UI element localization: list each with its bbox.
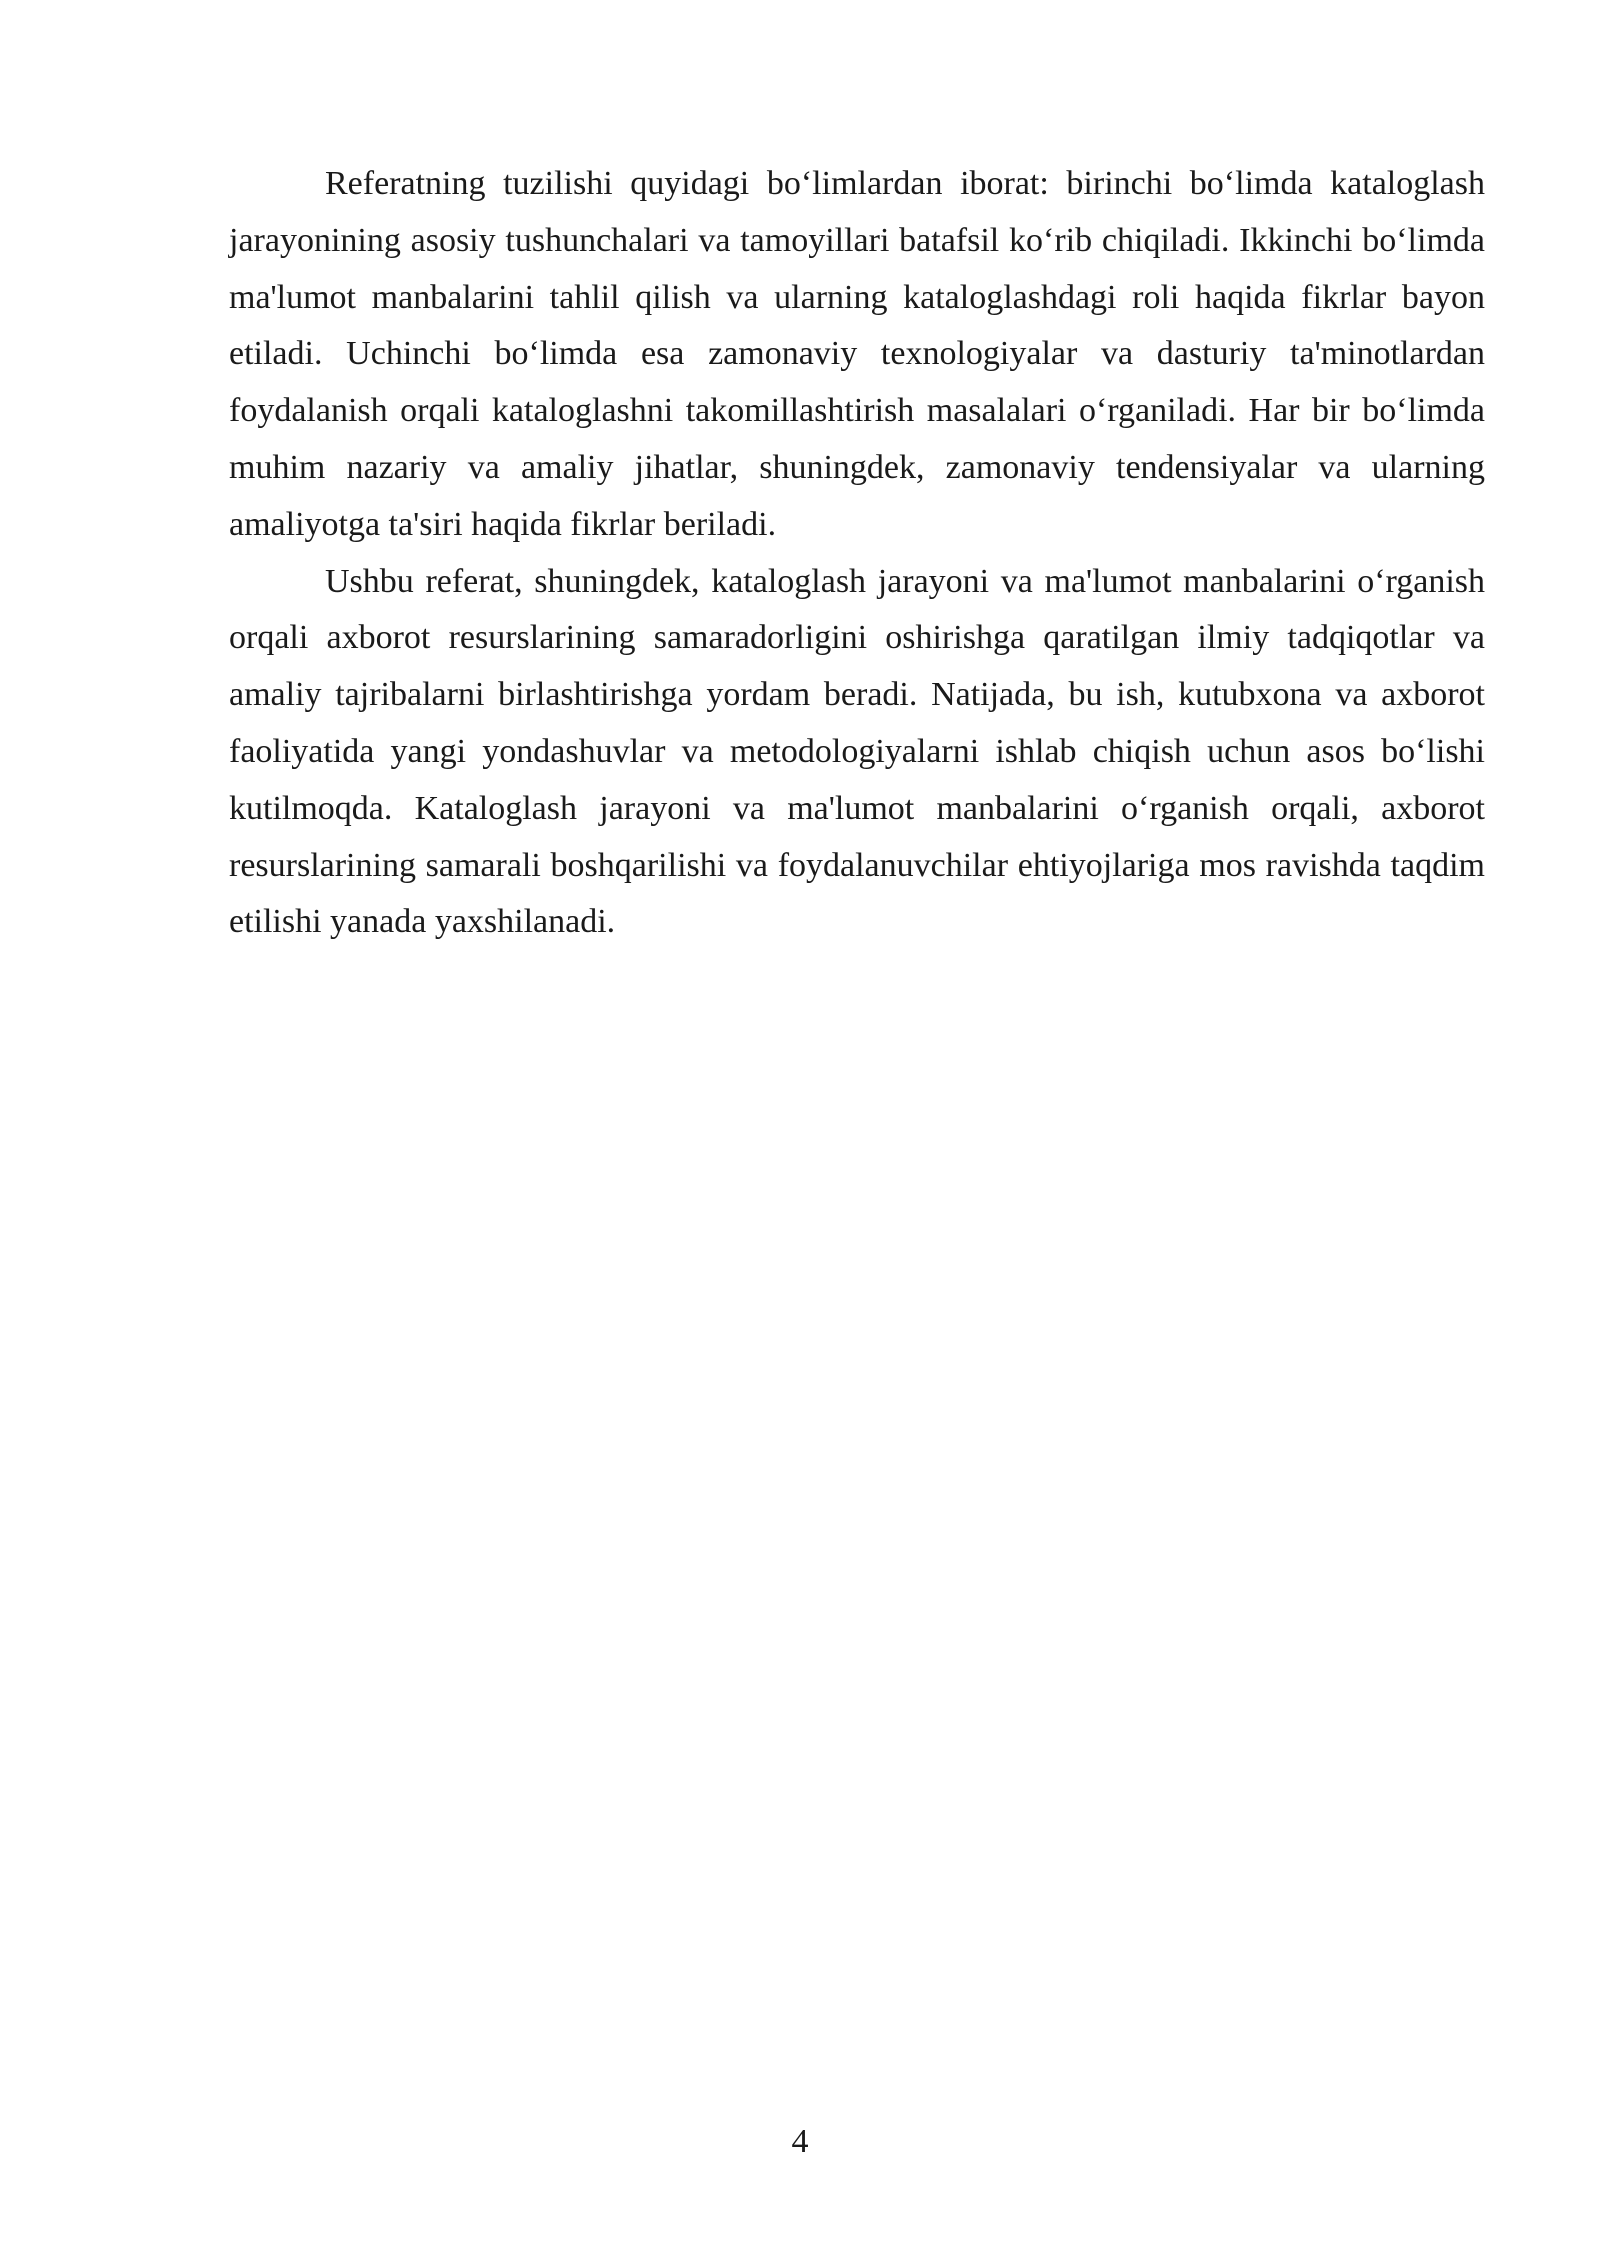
page-number: 4 bbox=[791, 2123, 809, 2160]
paragraph-structure: Referatning tuzilishi quyidagi bo‘limlardan iborat: birinchi bo‘limda kataloglash jarayonining asosiy tushunchalari va tamoyillari batafsil ko‘rib chiqiladi. Ikkinchi bo‘limda ma'lumot manbalarini tahlil qilish va ularning kataloglashdagi roli haqida fikrlar bayon etiladi. Uchinchi bo‘limda esa zamonaviy texnologiyalar va dasturiy ta'minotlardan foydalanish orqali kataloglashni takomillashtirish masalalari o‘rganiladi. Har bir bo‘limda muhim nazariy va amaliy jihatlar, shuningdek, zamonaviy tendensiyalar va ularning amaliyotga ta'siri haqida fikrlar beriladi. bbox=[229, 165, 1485, 543]
body-text bbox=[229, 156, 1485, 951]
paragraph-purpose: Ushbu referat, shuningdek, kataloglash jarayoni va ma'lumot manbalarini o‘rganish orqali axborot resurslarining samaradorligini oshirishga qaratilgan ilmiy tadqiqotlar va amaliy tajribalarni birlashtirishga yordam beradi. Natijada, bu ish, kutubxona va axborot faoliyatida yangi yondashuvlar va metodologiyalarni ishlab chiqish uchun asos bo‘lishi kutilmoqda. Kataloglash jarayoni va ma'lumot manbalarini o‘rganish orqali, axborot resurslarining samarali boshqarilishi va foydalanuvchilar ehtiyojlariga mos ravishda taqdim etilishi yanada yaxshilanadi. bbox=[229, 562, 1485, 941]
